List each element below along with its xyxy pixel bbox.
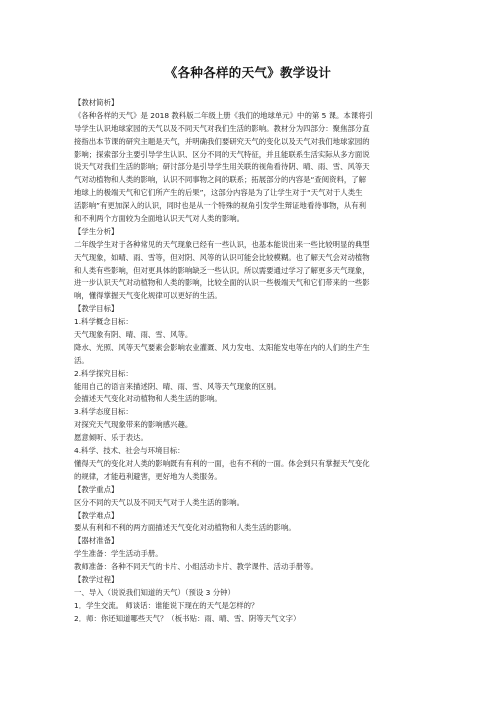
document-line: 【教材简析】: [74, 98, 119, 107]
document-line: 学生准备：学生活动手册。: [74, 549, 163, 559]
document-line: 愿意倾听、乐于表达。: [74, 433, 148, 443]
document-line: 【教学过程】: [74, 574, 119, 584]
document-line: 2．师：你还知道哪些天气？（板书贴：雨、晴、雪、阴等天气文字）: [74, 613, 301, 623]
document-title: 《各种各样的天气》教学设计: [164, 65, 332, 80]
document-line: 2.科学探究目标：: [74, 368, 133, 378]
document-line: 【学生分析】: [74, 226, 119, 236]
document-line: 影响；探索部分主要引导学生认识、区分不同的天气特征，并且能联系生活实际从多方面说: [74, 149, 370, 159]
document-line: 【教学难点】: [74, 510, 119, 520]
document-line: 活影响”有更加深入的认识，同时也是从一个特殊的视角引发学生辩证地看待事物，从有利: [74, 201, 367, 211]
document-line: 活。: [74, 355, 89, 365]
document-line: 《各种各样的天气》是 2018 教科版二年级上册《我们的地球单元》中的第 5 课。本课将引: [74, 110, 373, 120]
document-line: 对探究天气现象带来的影响感兴趣。: [74, 420, 193, 430]
document-line: 【器材准备】: [74, 536, 119, 546]
document-line: 接指出本节课的研究主题是天气，并明确我们要研究天气的变化以及天气对我们地球家园的: [74, 136, 370, 146]
document-line: 要从有利和不利的两方面描述天气变化对动植物和人类生活的影响。: [74, 523, 296, 533]
document-line: 教师准备：各种不同天气的卡片、小组活动卡片、教学课件、活动手册等。: [74, 562, 318, 572]
document-line: 3.科学态度目标：: [74, 407, 133, 417]
document-body: [74, 97, 424, 626]
document-line: 降水、光照、风等天气要素会影响农业灌溉、风力发电、太阳能发电等在内的人们的生产生: [74, 342, 370, 352]
document-line: 区分不同的天气以及不同天气对于人类生活的影响。: [74, 497, 244, 507]
document-line: 天气现象，如晴、雨、雪等，但对阴、风等的认识可能会比较模糊。也了解天气会对动植物: [74, 252, 370, 262]
document-line: 和人类有些影响，但对更具体的影响缺乏一些认识。所以需要通过学习了解更多天气现象，: [74, 265, 370, 275]
document-line: 的规律，才能趋利避害，更好地为人类服务。: [74, 471, 222, 481]
document-line: 4.科学、技术、社会与环境目标：: [74, 446, 185, 456]
document-line: 【教学重点】: [74, 484, 119, 494]
document-line: 1.科学概念目标：: [74, 317, 133, 327]
document-line: 【教学目标】: [74, 304, 119, 314]
document-line: 响，懂得掌握天气变化规律可以更好的生活。: [74, 291, 222, 301]
document-line: 一、导入（说说我们知道的天气）（预设 3 分钟）: [74, 587, 235, 597]
document-line: 能用自己的语言来描述阴、晴、雨、雪、风等天气现象的区别。: [74, 381, 281, 391]
document-line: 气对动植物和人类的影响，认识不同事物之间的联系；拓展部分的内容是“查阅资料，了解: [74, 175, 367, 185]
document-line: 进一步认识天气对动植物和人类的影响，比较全面的认识一些极端天气和它们带来的一些影: [74, 278, 370, 288]
document-line: 会描述天气变化对动植物和人类生活的影响。: [74, 394, 222, 404]
document-line: 1．学生交流。 师谈话：谁能说下现在的天气是怎样的？: [74, 600, 259, 610]
document-line: 和不利两个方面较为全面地认识天气对人类的影响。: [74, 214, 244, 224]
document-line: 懂得天气的变化对人类的影响既有有利的一面，也有不利的一面。体会到只有掌握天气变化: [74, 458, 370, 468]
document-line: 说天气对我们生活的影响；研讨部分是引导学生用关联的视角看待阴、晴、雨、雪、风等天: [74, 162, 370, 172]
document-line: 天气现象有阴、晴、雨、雪、风等。: [74, 330, 193, 340]
document-line: 地球上的极端天气和它们所产生的后果”，这部分内容是为了让学生对于“天气对于人类生: [74, 188, 363, 198]
document-line: 二年级学生对于各种常见的天气现象已经有一些认识，也基本能说出来一些比较明显的典型: [74, 239, 370, 249]
document-line: 导学生认识地球家园的天气以及不同天气对我们生活的影响。教材分为四部分：聚焦部分直: [74, 123, 370, 133]
